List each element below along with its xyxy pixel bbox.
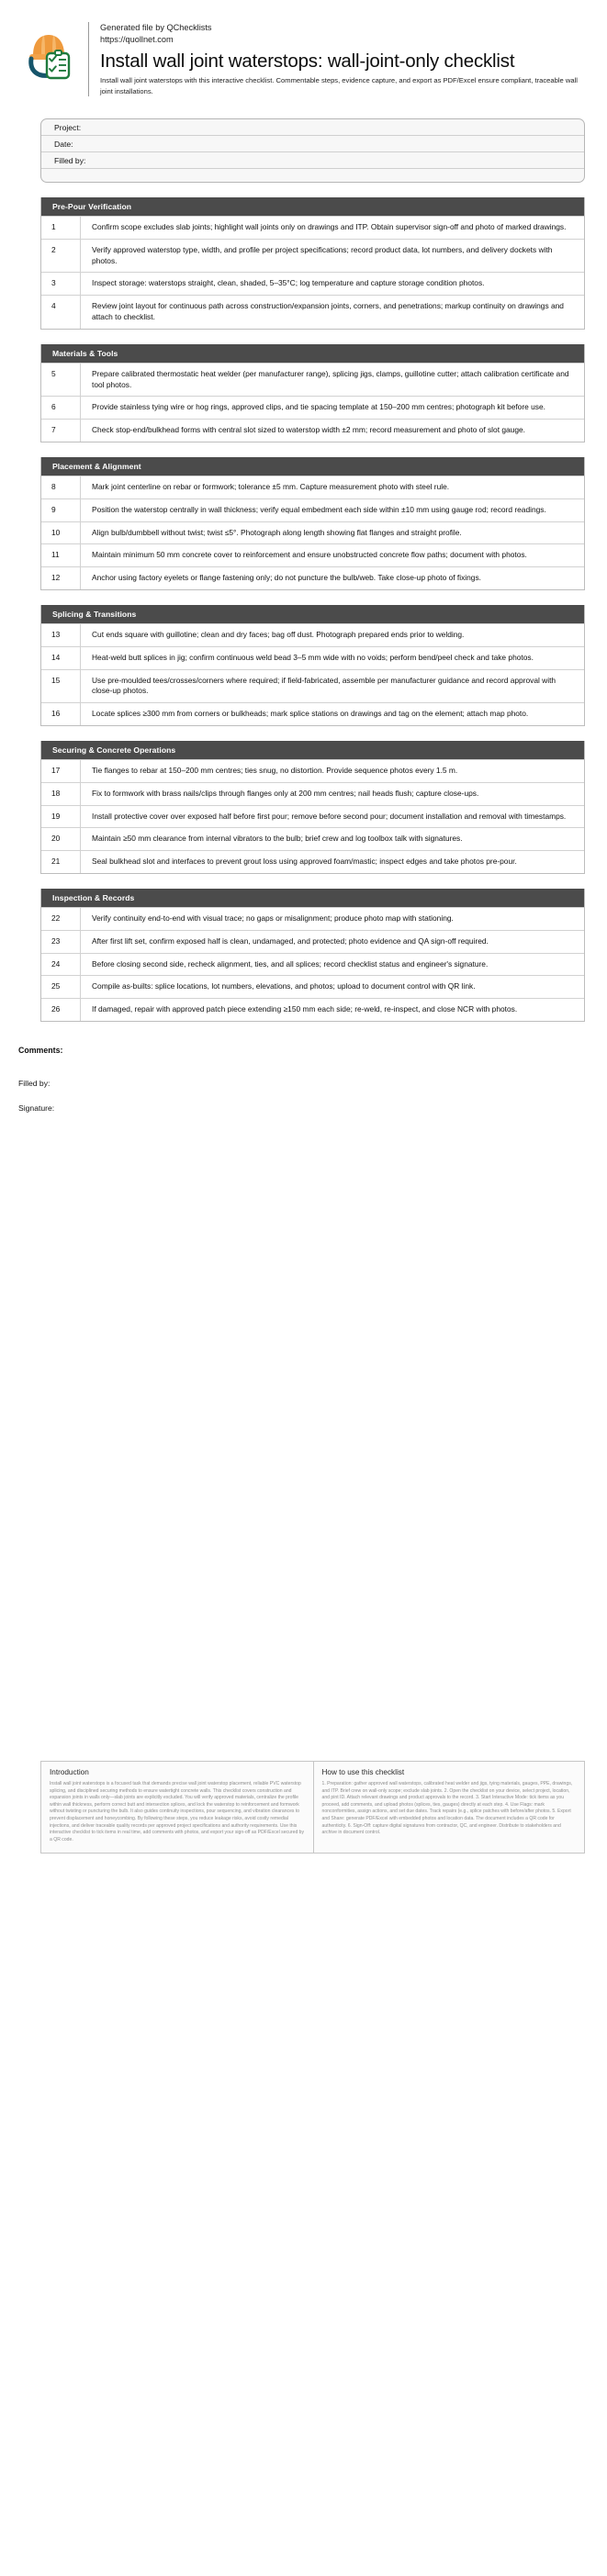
- checklist-item-text: Review joint layout for continuous path across construction/expansion joints, corners, and penetrations; markup continuity on drawings and attach to checklist.: [92, 301, 564, 321]
- checklist-item-row[interactable]: [41, 521, 584, 544]
- checklist-item-text: Align bulb/dumbbell without twist; twist ≤5°. Photograph along length showing flat flanges and straight profile.: [92, 527, 462, 537]
- checklist-item-row[interactable]: [41, 498, 584, 521]
- checklist-item-text: Check stop-end/bulkhead forms with central slot sized to waterstop width ±2 mm; record measurement and photo of slot gauge.: [92, 425, 525, 435]
- checklist-item-text: Verify continuity end-to-end with visual trace; no gaps or misalignment; produce photo map with stationing.: [92, 913, 454, 923]
- checklist-item-row[interactable]: [41, 363, 584, 397]
- checklist-section: [40, 889, 585, 1022]
- checklist-item-row[interactable]: [41, 827, 584, 850]
- checklist-item-text: If damaged, repair with approved patch piece extending ≥150 mm each side; re-weld, re-inspect, and close NCR with photos.: [92, 1004, 518, 1014]
- checklist-section: [40, 741, 585, 874]
- checklist-item-row[interactable]: [41, 782, 584, 805]
- checklist-item-text: Install protective cover over exposed half before first pour; remove before second pour; document installation and removal with timestamps.: [92, 811, 567, 821]
- how-to-use-heading: How to use this checklist: [321, 1768, 405, 1776]
- checklist-section: [40, 605, 585, 726]
- checklist-item-row[interactable]: [41, 975, 584, 998]
- checklist-item-row[interactable]: [41, 476, 584, 498]
- checklist-item-row[interactable]: [41, 419, 584, 442]
- checklist-item-row[interactable]: [41, 295, 584, 329]
- checklist-item-row[interactable]: [41, 998, 584, 1021]
- signoff-block: [18, 1046, 607, 1113]
- checklist-item-text: After first lift set, confirm exposed half is clean, undamaged, and protected; photo evidence and QA sign-off required.: [92, 935, 489, 946]
- comments-label: Comments:: [18, 1045, 63, 1055]
- checklist-item-row[interactable]: [41, 702, 584, 725]
- checklist-item-number: 23: [41, 931, 81, 953]
- checklist-item-row[interactable]: [41, 850, 584, 873]
- section-header: Pre-Pour Verification: [41, 197, 584, 216]
- section-header: Splicing & Transitions: [41, 605, 584, 623]
- checklist-item-text: Locate splices ≥300 mm from corners or bulkheads; mark splice stations on drawings and tag on the element; attach map photo.: [92, 709, 529, 719]
- checklist-item-number: 17: [41, 760, 81, 782]
- section-header: Materials & Tools: [41, 344, 584, 363]
- checklist-section: [40, 197, 585, 330]
- checklist-item-number: 11: [41, 544, 81, 566]
- checklist-item-row[interactable]: [41, 396, 584, 419]
- filled-by-label: Filled by:: [18, 1078, 51, 1088]
- checklist-item-text: Use pre-moulded tees/crosses/corners where required; if field-fabricated, assemble per manufacturer guidance and record approval with close-up photos.: [92, 675, 556, 696]
- project-meta-card: [40, 118, 585, 183]
- checklist-item-row[interactable]: [41, 805, 584, 828]
- checklist-item-number: 25: [41, 976, 81, 998]
- checklist-item-text: Position the waterstop centrally in wall thickness; verify equal embedment each side within ±10 mm using gauge rod; record readings.: [92, 504, 546, 514]
- checklist-item-number: 21: [41, 851, 81, 873]
- checklist-item-text: Prepare calibrated thermostatic heat welder (per manufacturer range), splicing jigs, clamps, guillotine cutter; attach calibration certificate and tool photos.: [92, 368, 569, 389]
- checklist-item-number: 13: [41, 624, 81, 646]
- meta-field-filled-by[interactable]: [41, 152, 584, 169]
- checklist-item-number: 12: [41, 567, 81, 589]
- checklist-item-number: 26: [41, 999, 81, 1021]
- checklist-item-row[interactable]: [41, 669, 584, 703]
- signature-label: Signature:: [18, 1103, 55, 1113]
- meta-field-blank: [41, 169, 584, 182]
- checklist-item-row[interactable]: [41, 543, 584, 566]
- checklist-item-number: 5: [41, 364, 81, 397]
- checklist-item-text: Verify approved waterstop type, width, and profile per project specifications; record product data, lot numbers, and delivery dockets with photos.: [92, 244, 553, 265]
- introduction-box: [41, 1762, 313, 1853]
- section-header: Placement & Alignment: [41, 457, 584, 476]
- checklist-item-number: 8: [41, 476, 81, 498]
- meta-label-date: Date:: [54, 139, 73, 149]
- checklist-item-number: 19: [41, 806, 81, 828]
- introduction-body: Install wall joint waterstops is a focused task that demands precise wall joint waterstop placement, reliable PVC waterstop splicing, and disciplined securing methods to ensure watertight concrete walls. This checklist covers construction and expansion joints in walls only—slab joints are explicitly excluded. You will verify approved materials, centralize the profile within wall thickness, perform correct butt and intersection splices, and lock the waterstop to reinforcement and formwork without twisting or puncturing the bulb. It also guides continuity inspections, pour sequencing, and vibration clearances to prevent displacement and honeycombing. By following these steps, you reduce leakage risks, avoid costly remedial injections, and deliver traceable quality records per approved project specifications and authority requirements. Use this interactive checklist to tick items in real time, add comments with photos, and export your sign-off as PDF/Excel secured by a QR code.: [50, 1781, 305, 1842]
- checklist-item-number: 10: [41, 522, 81, 544]
- checklist-item-number: 18: [41, 783, 81, 805]
- checklist-item-number: 24: [41, 954, 81, 976]
- checklist-item-number: 3: [41, 273, 81, 295]
- checklist-item-text: Confirm scope excludes slab joints; highlight wall joints only on drawings and ITP. Obtain supervisor sign-off and photo of marked drawings.: [92, 222, 567, 231]
- checklist-item-row[interactable]: [41, 907, 584, 930]
- checklist-item-text: Tie flanges to rebar at 150–200 mm centres; ties snug, no distortion. Provide sequence photos every 1.5 m.: [92, 765, 458, 775]
- checklist-item-row[interactable]: [41, 272, 584, 295]
- checklist-item-number: 6: [41, 397, 81, 419]
- checklist-section: [40, 344, 585, 442]
- checklist-item-text: Provide stainless tying wire or hog rings, approved clips, and tie spacing template at 150–200 mm centres; photograph kit before use.: [92, 402, 545, 412]
- checklist-item-row[interactable]: [41, 239, 584, 273]
- checklist-item-row[interactable]: [41, 759, 584, 782]
- checklist-item-text: Anchor using factory eyelets or flange fastening only; do not puncture the bulb/web. Take close-up photo of fixings.: [92, 573, 481, 583]
- checklist-item-row[interactable]: [41, 646, 584, 669]
- checklist-item-number: 7: [41, 420, 81, 442]
- checklist-item-text: Inspect storage: waterstops straight, clean, shaded, 5–35°C; log temperature and capture storage condition photos.: [92, 278, 485, 288]
- checklist-item-number: 22: [41, 908, 81, 930]
- checklist-item-number: 14: [41, 647, 81, 669]
- checklist-item-text: Mark joint centerline on rebar or formwork; tolerance ±5 mm. Capture measurement photo with steel rule.: [92, 481, 450, 491]
- checklist-item-number: 2: [41, 240, 81, 273]
- document-header: [0, 0, 607, 96]
- checklist-sections: [0, 197, 607, 1022]
- checklist-item-number: 4: [41, 296, 81, 329]
- checklist-item-row[interactable]: [41, 953, 584, 976]
- checklist-item-number: 16: [41, 703, 81, 725]
- meta-field-project[interactable]: [41, 119, 584, 136]
- page-subtitle: Install wall joint waterstops with this interactive checklist. Commentable steps, evidence capture, and export as PDF/Excel ensure compliant, traceable wall joint installations.: [99, 76, 578, 95]
- checklist-item-row[interactable]: [41, 623, 584, 646]
- section-header: Inspection & Records: [41, 889, 584, 907]
- meta-label-filled-by: Filled by:: [54, 155, 86, 165]
- generated-by-text: Generated file by QChecklists: [99, 23, 212, 32]
- checklist-item-number: 9: [41, 499, 81, 521]
- checklist-item-text: Cut ends square with guillotine; clean and dry faces; bag off dust. Photograph prepared ends prior to welding.: [92, 629, 465, 639]
- checklist-item-row[interactable]: [41, 930, 584, 953]
- checklist-item-number: 20: [41, 828, 81, 850]
- checklist-item-number: 15: [41, 670, 81, 703]
- checklist-item-row[interactable]: [41, 566, 584, 589]
- checklist-item-row[interactable]: [41, 216, 584, 239]
- source-url-link[interactable]: https://quollnet.com: [99, 34, 174, 44]
- meta-label-project: Project:: [54, 122, 82, 132]
- checklist-item-text: Compile as-builts: splice locations, lot numbers, elevations, and photos; upload to document control with QR link.: [92, 981, 476, 991]
- footer-info-boxes: [40, 1761, 585, 1854]
- meta-field-date[interactable]: [41, 136, 584, 152]
- checklist-item-number: 1: [41, 217, 81, 239]
- header-divider: [88, 22, 89, 96]
- how-to-use-box: [313, 1762, 585, 1853]
- section-header: Securing & Concrete Operations: [41, 741, 584, 759]
- hard-hat-clipboard-logo-icon: [22, 24, 79, 81]
- checklist-section: [40, 457, 585, 590]
- checklist-item-text: Seal bulkhead slot and interfaces to prevent grout loss using approved foam/mastic; inspect edges and take photos pre-pour.: [92, 857, 517, 867]
- checklist-item-text: Heat-weld butt splices in jig; confirm continuous weld bead 3–5 mm wide with no voids; perform bend/peel check and take photos.: [92, 652, 534, 662]
- checklist-item-text: Maintain ≥50 mm clearance from internal vibrators to the bulb; brief crew and log toolbox talk with signatures.: [92, 834, 463, 844]
- checklist-item-text: Maintain minimum 50 mm concrete cover to reinforcement and ensure unobstructed concrete flow paths; document with photos.: [92, 550, 527, 560]
- introduction-heading: Introduction: [50, 1768, 89, 1776]
- checklist-item-text: Before closing second side, recheck alignment, ties, and all splices; record checklist status and engineer's signature.: [92, 958, 489, 969]
- checklist-item-text: Fix to formwork with brass nails/clips through flanges only at 200 mm centres; nail heads flush; capture close-ups.: [92, 788, 479, 798]
- page-title: Install wall joint waterstops: wall-joint-only checklist: [99, 50, 515, 72]
- how-to-use-body: 1. Preparation: gather approved wall waterstops, calibrated heat welder and jigs, tying materials, gauges, PPE, drawings, and ITP. Brief crew on wall-only scope; exclude slab joints. 2. Open the checklist on your device, select project, location, and pint ID. Attach relevant drawings and product approvals to the record. 3. Start Interactive Mode: tick items as you proceed, add comments, and upload photos (splices, ties, gauges) directly at each step. 4. Use Flags: mark nonconformities, assign actions, and set due dates. Track repairs (e.g., splice patches with before/after photos. 5. Export and Share: generate PDF/Excel with embedded photos and location data. The document includes a QR code for authenticity. 6. Sign-Off: capture digital signatures from contractor, QC, and engineer. Distribute to stakeholders and archive in document control.: [321, 1781, 573, 1836]
